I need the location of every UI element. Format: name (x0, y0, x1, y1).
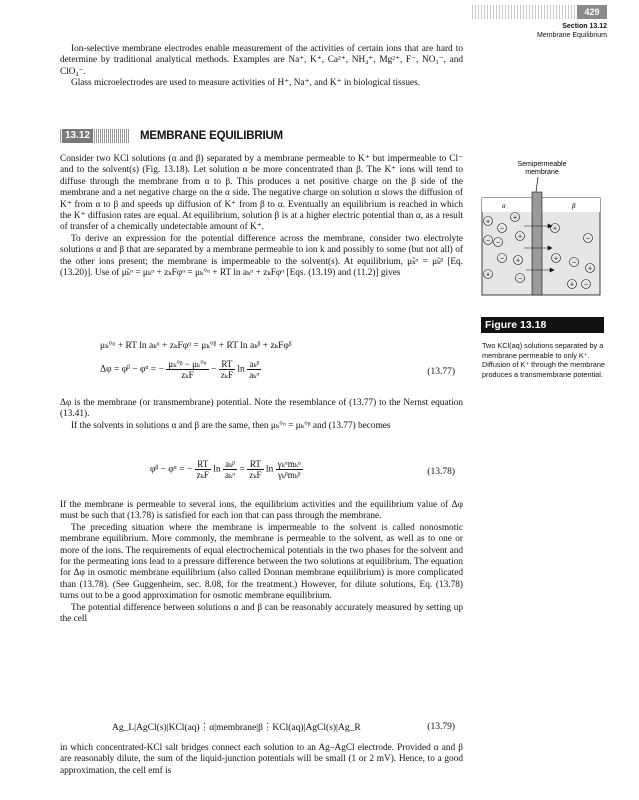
equation-13-78: φᵝ − φᵅ = − $\frac{RT}{\text{zₖF}}$ ln $\frac{\text{aₖᵝ}}{\text{aₖᵅ}}$ = $\frac{RT}{\text{zₖF}}$ ln $\frac{\text{γₖᵅmₖᵅ}}{\text{γₖᵝmₖᵝ}}$ (13.78) (150, 459, 455, 480)
membrane (532, 192, 542, 295)
ion-sign: − (499, 255, 505, 263)
figure-label-line: Semipermeable (517, 161, 567, 168)
figure-label-line: membrane (525, 169, 559, 176)
body-text-b (60, 398, 463, 432)
ion-sign: + (517, 233, 523, 241)
ion-sign: − (495, 239, 501, 247)
running-head (537, 23, 607, 40)
equation-1 (60, 340, 463, 354)
page-header-bar (472, 5, 607, 19)
fraction: $\frac{\text{γₖᵅmₖᵅ}}{\text{γₖᵝmₖᵝ}}$ (277, 459, 301, 480)
body-text-c (60, 500, 463, 625)
membrane-figure (480, 158, 605, 298)
alpha-label: α (502, 202, 506, 210)
ion-sign: − (517, 275, 523, 283)
paragraph: To derive an expression for the potential difference across the membrane, consider two electrolyte solutions α and β that are separated by a membrane permeable to ion k and possibly to some (but not all) of the other ions present; the membrane is impermeable to the solvent(s). At equilibrium, μ̃ₖᵅ = μ̃ₖᵝ [Eq. (13.20)]. Use of μ̃ₖᵅ = μₖᵅ + zₖFφᵅ = μₖ°ᵅ + RT ln aₖᵅ + zₖFφᵅ [Eqs. (13.19) and (11.2)] gives (60, 233, 463, 279)
ion-sign: + (485, 271, 491, 279)
fraction: $\frac{\text{aₖᵝ}}{\text{aₖᵅ}}$ (225, 459, 236, 480)
ion-sign: + (512, 214, 518, 222)
section-heading (60, 128, 283, 143)
equation-number: (13.79) (427, 722, 455, 732)
section-title: MEMBRANE EQUILIBRIUM (140, 129, 283, 142)
page-number: 429 (577, 5, 607, 19)
section-number-block (60, 129, 130, 143)
ion-sign: − (583, 281, 589, 289)
ion-sign: + (587, 265, 593, 273)
body-text-d (60, 743, 463, 777)
fraction: $\frac{\text{aₖᵝ}}{\text{aₖᵅ}}$ (249, 359, 260, 380)
running-head-title: Membrane Equilibrium (536, 31, 607, 39)
paragraph: The preceding situation where the membrane is impermeable to the solvent is called nonosmotic membrane equilibrium. More commonly, the membrane is permeable to the solvent, as well as to one or more of the ions. The requirements of equal electrochemical potentials in the two phases for the solvent and for the permeating ions lead to a pressure difference between the two solutions at equilibrium. The equation for Δφ in osmotic membrane equilibrium (also called Donnan membrane equilibrium) is more complicated than (13.78). (See Guggenheim, sec. 8.08, for the treatment.) However, for dilute solutions, Eq. (13.78) turns out to be a good approximation for osmotic membrane equilibrium. (60, 522, 463, 602)
equation-number: (13.77) (427, 367, 455, 377)
ion-sign: − (585, 235, 591, 243)
paragraph: Δφ is the membrane (or transmembrane) potential. Note the resemblance of (13.77) to the Nernst equation (13.41). (60, 398, 463, 420)
running-head-section: Section 13.12 (562, 23, 607, 30)
eq-lhs: Δφ = φᵝ − φᵅ = − (100, 364, 164, 375)
equation-13-79 (60, 722, 463, 736)
ion-sign: + (553, 255, 559, 263)
ion-sign: + (569, 281, 575, 289)
paragraph: If the solvents in solutions α and β are the same, then μₖ°ᵅ = μₖ°ᵝ and (13.77) becomes (71, 420, 391, 431)
ion-sign: + (515, 257, 521, 265)
paragraph: If the membrane is permeable to several ions, the equilibrium activities and the equilibrium value of Δφ must be such that (13.78) is satisfied for each ion that can pass through the membrane. (60, 500, 463, 522)
equation-1-body: μₖ°ᵅ + RT ln aₖᵅ + zₖFφᵅ = μₖ°ᵝ + RT ln aₖᵝ + zₖFφᵝ (100, 341, 292, 351)
figure-caption: Two KCl(aq) solutions separated by a membrane permeable to only K⁺. Diffusion of K⁺ through the membrane produces a transmembrane potential. (482, 341, 605, 379)
ion-sign: − (499, 225, 505, 233)
paragraph: in which concentrated-KCl salt bridges connect each solution to an Ag–AgCl electrode. Provided α and β are reasonably dilute, the sum of the liquid-junction potentials will be small (1 or 2 mV). Hence, to a good approximation, the cell emf is (60, 743, 463, 776)
paragraph: Ion-selective membrane electrodes enable measurement of the activities of certain ions that are hard to determine by traditional analytical methods. Examples are Na⁺, K⁺, Ca²⁺, NH₄⁺, Mg²⁺, F⁻, NO₃⁻, and ClO₄⁻. (60, 44, 463, 77)
ion-sign: − (485, 237, 491, 245)
paragraph: Consider two KCl solutions (α and β) separated by a membrane permeable to K⁺ but impermeable to Cl⁻ and to the solvent(s) (Fig. 13.18). Let solution α be more concentrated than β. The K⁺ ions will tend to diffuse through the membrane from α to β. This produces a net positive charge on the β side of the membrane and a net negative charge on the α side. The negative charge on solution α slows the diffusion of K⁺ from α to β and speeds up diffusion of K⁺ from β to α. Eventually an equilibrium is reached in which the K⁺ diffusion rates are equal. At equilibrium, solution β is at a higher electric potential than α, as a result of transfer of a chemically undetectable amount of K⁺. (60, 154, 463, 233)
fraction: $\frac{RT}{\text{zₖF}}$ (249, 459, 262, 480)
fraction: $\frac{RT}{\text{zₖF}}$ (220, 359, 234, 380)
header-stripe (472, 5, 577, 19)
equation-number: (13.78) (427, 467, 455, 477)
ion-sign: − (571, 259, 577, 267)
beta-label: β (572, 202, 576, 210)
paragraph: The potential difference between solutions α and β can be reasonably accurately measured by setting up the cell (60, 602, 463, 625)
equation-13-77: Δφ = φᵝ − φᵅ = − $\frac{\text{μₖ°ᵝ − μₖ°ᵅ}}{\text{zₖF}}$ − $\frac{RT}{\text{zₖF}}$ ln $\frac{\text{aₖᵝ}}{\text{aₖᵅ}}$ (13.77) (100, 359, 455, 380)
figure-title: Figure 13.18 (481, 317, 604, 333)
figure-label-top (517, 161, 566, 176)
eq-lhs: φᵝ − φᵅ = − (150, 464, 193, 475)
section-number: 13.12 (62, 129, 93, 143)
fraction: $\frac{RT}{\text{zₖF}}$ (196, 459, 209, 480)
fraction: $\frac{\text{μₖ°ᵝ − μₖ°ᵅ}}{\text{zₖF}}$ (168, 359, 207, 380)
label-pointer (536, 177, 538, 192)
ion-sign: + (552, 225, 558, 233)
intro-text (60, 44, 463, 90)
ion-sign: + (485, 218, 491, 226)
paragraph: Glass microelectrodes are used to measure activities of H⁺, Na⁺, and K⁺ in biological tissues. (71, 78, 421, 89)
cell-notation: Ag_L|AgCl(s)|KCl(aq)⋮α|membrane|β⋮KCl(aq)|AgCl(s)|Ag_R (112, 723, 361, 733)
body-text-a (60, 154, 463, 279)
